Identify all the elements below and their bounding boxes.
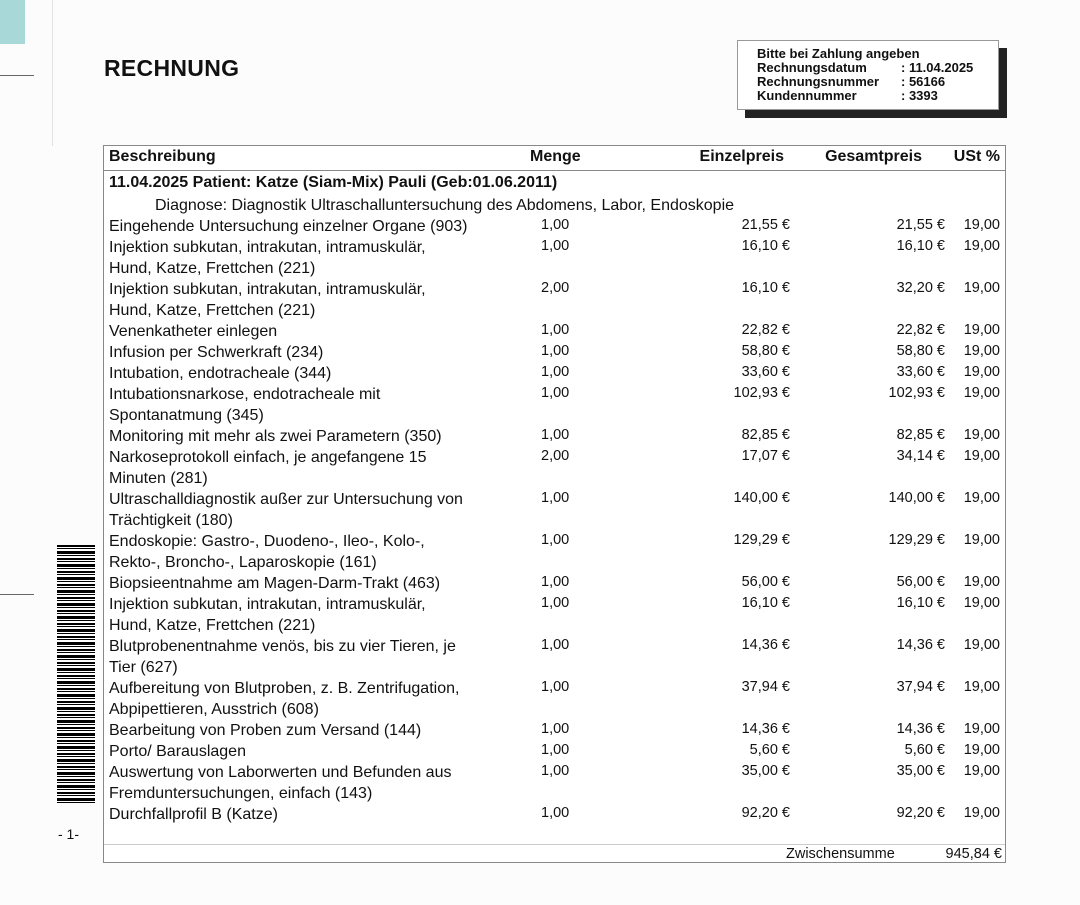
item-vat: 19,00: [963, 574, 1000, 590]
item-description-line: Hund, Katze, Frettchen (221): [109, 260, 316, 277]
item-description-line: Intubationsnarkose, endotracheale mit: [109, 386, 381, 403]
item-description: [109, 216, 524, 237]
payment-info-heading: Bitte bei Zahlung angeben: [757, 46, 920, 61]
item-total-price: 37,94 €: [896, 679, 945, 695]
item-quantity: 1,00: [541, 238, 570, 254]
item-unit-price: 33,60 €: [741, 364, 790, 380]
item-vat: 19,00: [963, 217, 1000, 233]
item-description-line: Aufbereitung von Blutproben, z. B. Zentrifugation,: [109, 680, 460, 697]
item-description-line: Porto/ Barauslagen: [109, 743, 246, 760]
item-vat: 19,00: [963, 322, 1000, 338]
item-unit-price: 35,00 €: [741, 763, 790, 779]
item-description: [109, 321, 524, 342]
item-total-price: 5,60 €: [904, 742, 945, 758]
subtotal-value: 945,84 €: [945, 846, 1002, 862]
item-description: [109, 363, 524, 384]
item-vat: 19,00: [963, 448, 1000, 464]
item-description: [109, 636, 524, 678]
table-row: [104, 383, 1005, 425]
item-quantity: 1,00: [541, 805, 570, 821]
item-description: [109, 762, 524, 804]
col-vat: USt %: [953, 148, 1000, 165]
item-quantity: 1,00: [541, 385, 570, 401]
table-row: [104, 215, 1005, 236]
item-description: [109, 573, 524, 594]
item-vat: 19,00: [963, 805, 1000, 821]
margin-line: [52, 0, 53, 146]
item-description: [109, 678, 524, 720]
invoice-number-row: Rechnungsnummer : 56166: [757, 74, 946, 89]
table-row: [104, 425, 1005, 446]
item-unit-price: 140,00 €: [733, 490, 790, 506]
item-quantity: 1,00: [541, 721, 570, 737]
table-row: [104, 488, 1005, 530]
item-description-line: Hund, Katze, Frettchen (221): [109, 302, 316, 319]
item-description-line: Blutprobenentnahme venös, bis zu vier Tieren, je: [109, 638, 456, 655]
item-vat: 19,00: [963, 343, 1000, 359]
item-quantity: 1,00: [541, 763, 570, 779]
item-description: [109, 279, 524, 321]
item-description: [109, 447, 524, 489]
item-quantity: 1,00: [541, 343, 570, 359]
table-row: [104, 362, 1005, 383]
item-description-line: Monitoring mit mehr als zwei Parametern (350): [109, 428, 442, 445]
col-description: Beschreibung: [109, 148, 216, 165]
page-number: - 1-: [58, 826, 79, 842]
item-unit-price: 92,20 €: [741, 805, 790, 821]
customer-number-row: Kundennummer : 3393: [757, 88, 938, 103]
item-total-price: 102,93 €: [888, 385, 945, 401]
barcode: [57, 545, 95, 803]
table-row: [104, 740, 1005, 761]
item-vat: 19,00: [963, 238, 1000, 254]
item-total-price: 58,80 €: [896, 343, 945, 359]
item-description: [109, 720, 524, 741]
item-unit-price: 102,93 €: [733, 385, 790, 401]
item-description-line: Durchfallprofil B (Katze): [109, 806, 278, 823]
table-row: [104, 530, 1005, 572]
item-quantity: 2,00: [541, 448, 570, 464]
item-unit-price: 16,10 €: [741, 238, 790, 254]
item-description-line: Injektion subkutan, intrakutan, intramuskulär,: [109, 239, 426, 256]
item-total-price: 16,10 €: [896, 238, 945, 254]
item-unit-price: 82,85 €: [741, 427, 790, 443]
item-description-line: Rekto-, Broncho-, Laparoskopie (161): [109, 554, 377, 571]
item-unit-price: 129,29 €: [733, 532, 790, 548]
item-unit-price: 17,07 €: [741, 448, 790, 464]
corner-tab: [0, 0, 25, 44]
subtotal-label: Zwischensumme: [786, 846, 895, 862]
table-row: [104, 719, 1005, 740]
item-description: [109, 426, 524, 447]
item-description: [109, 741, 524, 762]
subtotal-divider: [104, 844, 1005, 845]
item-description-line: Bearbeitung von Proben zum Versand (144): [109, 722, 422, 739]
item-quantity: 1,00: [541, 679, 570, 695]
item-unit-price: 21,55 €: [741, 217, 790, 233]
item-vat: 19,00: [963, 364, 1000, 380]
item-description-line: Narkoseprotokoll einfach, je angefangene 15: [109, 449, 427, 466]
item-quantity: 1,00: [541, 217, 570, 233]
document-title: RECHNUNG: [104, 55, 240, 81]
item-description: [109, 342, 524, 363]
item-total-price: 56,00 €: [896, 574, 945, 590]
col-total-price: Gesamtpreis: [825, 148, 922, 165]
item-total-price: 32,20 €: [896, 280, 945, 296]
item-description-line: Eingehende Untersuchung einzelner Organe (903): [109, 218, 468, 235]
item-description-line: Intubation, endotracheale (344): [109, 365, 332, 382]
item-quantity: 1,00: [541, 595, 570, 611]
col-quantity: Menge: [530, 148, 581, 165]
item-quantity: 1,00: [541, 322, 570, 338]
item-unit-price: 58,80 €: [741, 343, 790, 359]
table-row: [104, 320, 1005, 341]
item-unit-price: 16,10 €: [741, 595, 790, 611]
item-description-line: Endoskopie: Gastro-, Duodeno-, Ileo-, Kolo-,: [109, 533, 425, 550]
item-vat: 19,00: [963, 532, 1000, 548]
item-description: [109, 531, 524, 573]
item-description: [109, 804, 524, 825]
item-description: [109, 489, 524, 531]
item-vat: 19,00: [963, 490, 1000, 506]
item-vat: 19,00: [963, 280, 1000, 296]
item-quantity: 1,00: [541, 427, 570, 443]
item-total-price: 22,82 €: [896, 322, 945, 338]
item-description-line: Venenkatheter einlegen: [109, 323, 278, 340]
invoice-table: [103, 145, 1006, 863]
item-description-line: Injektion subkutan, intrakutan, intramuskulär,: [109, 596, 426, 613]
item-total-price: 129,29 €: [888, 532, 945, 548]
item-description-line: Biopsieentnahme am Magen-Darm-Trakt (463): [109, 575, 441, 592]
item-description: [109, 594, 524, 636]
payment-info-box: [737, 40, 999, 110]
item-description-line: Hund, Katze, Frettchen (221): [109, 617, 316, 634]
item-description-line: Minuten (281): [109, 470, 208, 487]
diagnosis-line: Diagnose: Diagnostik Ultraschalluntersuchung des Abdomens, Labor, Endoskopie: [155, 197, 735, 214]
item-unit-price: 5,60 €: [749, 742, 790, 758]
fold-mark: [0, 75, 34, 76]
line-items: [104, 215, 1005, 824]
item-unit-price: 14,36 €: [741, 637, 790, 653]
item-vat: 19,00: [963, 679, 1000, 695]
item-quantity: 1,00: [541, 364, 570, 380]
item-vat: 19,00: [963, 763, 1000, 779]
item-unit-price: 16,10 €: [741, 280, 790, 296]
item-quantity: 1,00: [541, 574, 570, 590]
item-vat: 19,00: [963, 637, 1000, 653]
table-row: [104, 236, 1005, 278]
item-description-line: Spontanatmung (345): [109, 407, 264, 424]
item-total-price: 14,36 €: [896, 637, 945, 653]
fold-mark: [0, 594, 34, 595]
item-vat: 19,00: [963, 721, 1000, 737]
table-header: [104, 146, 1005, 171]
item-vat: 19,00: [963, 427, 1000, 443]
item-total-price: 21,55 €: [896, 217, 945, 233]
item-description-line: Abpipettieren, Ausstrich (608): [109, 701, 319, 718]
table-row: [104, 572, 1005, 593]
item-total-price: 34,14 €: [896, 448, 945, 464]
item-quantity: 1,00: [541, 742, 570, 758]
item-unit-price: 22,82 €: [741, 322, 790, 338]
item-total-price: 33,60 €: [896, 364, 945, 380]
table-row: [104, 341, 1005, 362]
item-vat: 19,00: [963, 742, 1000, 758]
table-row: [104, 278, 1005, 320]
item-description-line: Trächtigkeit (180): [109, 512, 233, 529]
item-quantity: 2,00: [541, 280, 570, 296]
table-row: [104, 593, 1005, 635]
item-total-price: 35,00 €: [896, 763, 945, 779]
item-total-price: 140,00 €: [888, 490, 945, 506]
item-description-line: Auswertung von Laborwerten und Befunden aus: [109, 764, 452, 781]
item-total-price: 92,20 €: [896, 805, 945, 821]
table-row: [104, 803, 1005, 824]
item-vat: 19,00: [963, 385, 1000, 401]
item-description-line: Infusion per Schwerkraft (234): [109, 344, 324, 361]
item-description: [109, 237, 524, 279]
col-unit-price: Einzelpreis: [699, 148, 784, 165]
item-quantity: 1,00: [541, 490, 570, 506]
item-quantity: 1,00: [541, 637, 570, 653]
item-unit-price: 37,94 €: [741, 679, 790, 695]
item-description: [109, 384, 524, 426]
item-unit-price: 14,36 €: [741, 721, 790, 737]
item-description-line: Tier (627): [109, 659, 178, 676]
table-row: [104, 635, 1005, 677]
table-row: [104, 446, 1005, 488]
item-description-line: Injektion subkutan, intrakutan, intramuskulär,: [109, 281, 426, 298]
patient-line: 11.04.2025 Patient: Katze (Siam-Mix) Pauli (Geb:01.06.2011): [109, 174, 558, 191]
item-description-line: Fremduntersuchungen, einfach (143): [109, 785, 373, 802]
item-total-price: 82,85 €: [896, 427, 945, 443]
invoice-date-row: Rechnungsdatum : 11.04.2025: [757, 60, 974, 75]
item-description-line: Ultraschalldiagnostik außer zur Untersuchung von: [109, 491, 463, 508]
item-unit-price: 56,00 €: [741, 574, 790, 590]
table-row: [104, 761, 1005, 803]
item-total-price: 16,10 €: [896, 595, 945, 611]
item-quantity: 1,00: [541, 532, 570, 548]
table-row: [104, 677, 1005, 719]
item-total-price: 14,36 €: [896, 721, 945, 737]
item-vat: 19,00: [963, 595, 1000, 611]
